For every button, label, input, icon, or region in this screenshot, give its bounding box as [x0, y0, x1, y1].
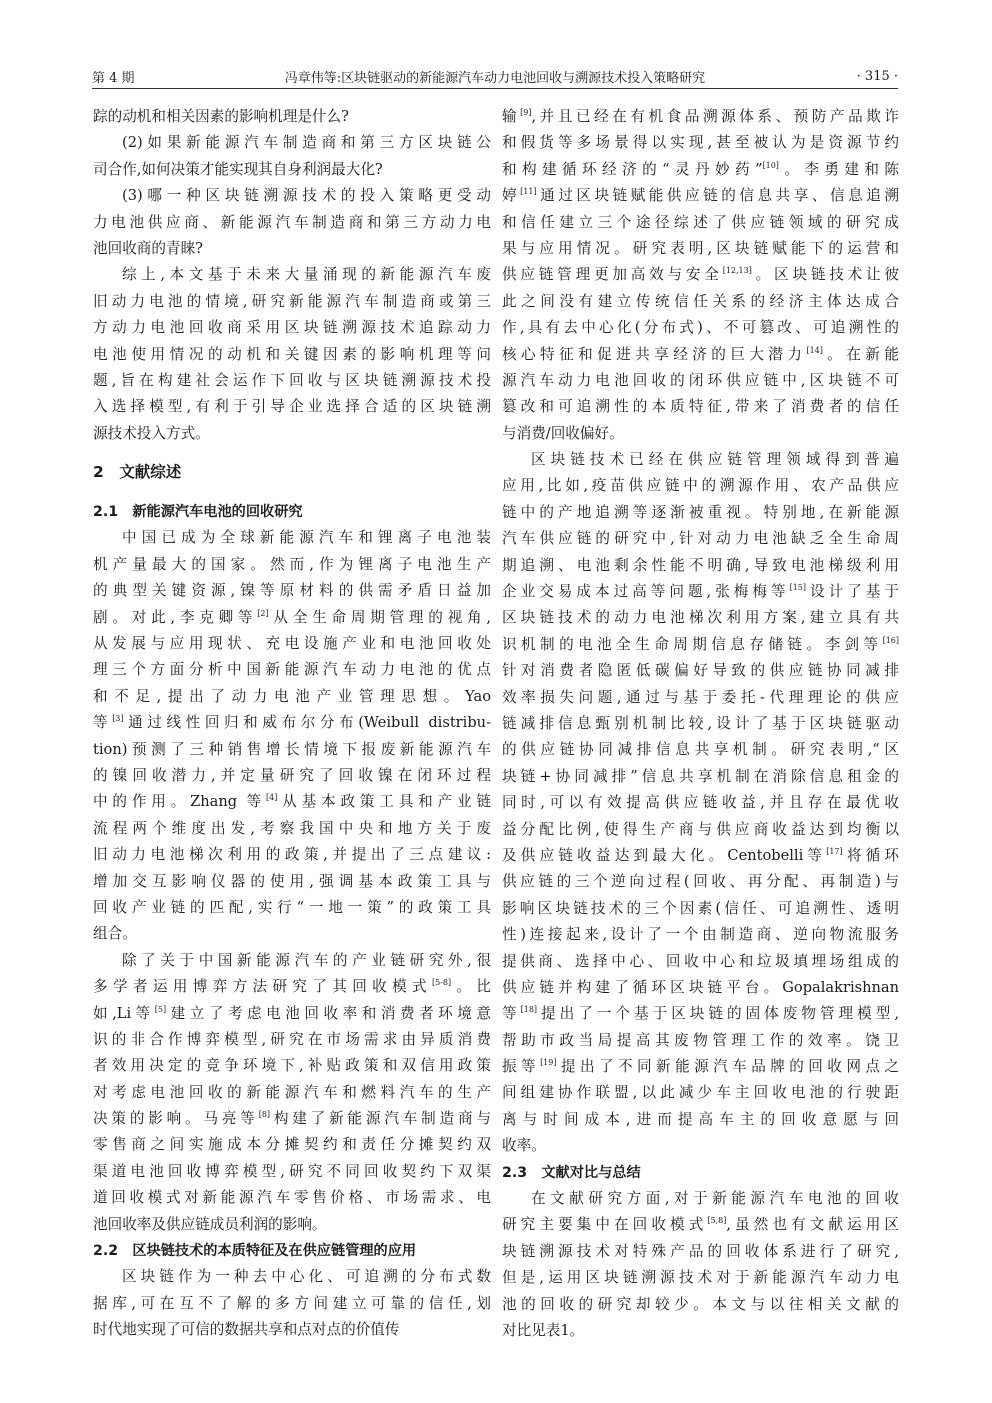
citation-ref[interactable]: [12,13] — [722, 266, 752, 276]
text-line: 收率。 — [502, 1137, 546, 1155]
text-line: 识机制的电池全生命周期信息存储链。李剑等[16] — [502, 635, 899, 653]
text-line: 区块链技术已经在供应链管理领域得到普遍 — [531, 451, 899, 469]
text-line: 增加交互影响仪器的使用,强调基本政策工具与 — [93, 872, 491, 890]
text-line: 的典型关键资源,镍等原材料的供需矛盾日益加 — [93, 582, 491, 600]
text-line: 据库,可在互不了解的多方间建立可靠的信任,划 — [93, 1294, 491, 1312]
text-line: 间组建协作联盟,以此减少车主回收电池的行驶距 — [502, 1084, 899, 1102]
text-line: 在文献研究方面,对于新能源汽车电池的回收 — [531, 1190, 899, 1208]
text-line: 的镍回收潜力,并定量研究了回收镍在闭环过程 — [93, 766, 491, 784]
text-line: 区块链作为一种去中心化、可追溯的分布式数 — [122, 1268, 491, 1286]
paragraph — [93, 525, 491, 947]
paragraph — [502, 447, 899, 1160]
text-line: 中的作用。Zhang 等[4]从基本政策工具和产业链 — [93, 793, 491, 811]
text-line: 中国已成为全球新能源汽车和锂离子电池装 — [122, 529, 491, 547]
text-line: 和假货等多场景得以实现,甚至被认为是资源节约 — [502, 134, 899, 152]
text-line: 识的非合作博弈模型,研究在市场需求由异质消费 — [93, 1030, 491, 1048]
text-line: 篡改和可追溯性的本质特征,带来了消费者的信任 — [502, 398, 899, 416]
text-line: 除了关于中国新能源汽车的产业链研究外,很 — [122, 951, 491, 969]
text-line: 研究主要集中在回收模式[5,8],虽然也有文献运用区 — [502, 1216, 899, 1234]
left-column — [93, 104, 491, 1344]
citation-ref[interactable]: [17] — [826, 846, 843, 856]
text-line: 池的回收的研究却较少。本文与以往相关文献的 — [502, 1295, 899, 1313]
text-line: 块链溯源技术对特殊产品的回收体系进行了研究, — [502, 1242, 899, 1260]
text-line: 益分配比例,使得生产商与供应商收益达到均衡以 — [502, 820, 899, 838]
text-line: 输[9],并且已经在有机食品溯源体系、预防产品欺诈 — [502, 108, 899, 125]
subsection-heading: 2.2 区块链技术的本质特征及在供应链管理的应用 — [93, 1243, 417, 1260]
citation-ref[interactable]: [19] — [540, 1058, 557, 1068]
paragraph — [93, 183, 491, 262]
text-line: 理三个方面分析中国新能源汽车动力电池的优点 — [93, 661, 491, 679]
text-line: 零售商之间实施成本分摊契约和责任分摊契约双 — [93, 1136, 491, 1154]
text-line: 和信任建立三个途径综述了供应链领域的研究成 — [502, 213, 899, 231]
text-line: (2)如果新能源汽车制造商和第三方区块链公 — [122, 134, 491, 152]
text-line: 提供商、选择中心、回收中心和垃圾填埋场组成的 — [502, 952, 899, 970]
text-line: 方动力电池回收商采用区块链溯源技术追踪动力 — [93, 319, 491, 337]
text-line: (3)哪一种区块链溯源技术的投入策略更受动 — [122, 187, 491, 205]
text-line: 应用,比如,疫苗供应链中的溯源作用、农产品供应 — [502, 477, 899, 495]
text-line: 链减排信息甄别机制比较,设计了基于区块链驱动 — [502, 714, 899, 732]
text-line: 影响区块链技术的三个因素(信任、可追溯性、透明 — [502, 899, 899, 917]
text-line: 如,Li等[5]建立了考虑电池回收率和消费者环境意 — [93, 1004, 491, 1022]
running-title: 冯章伟等:区块链驱动的新能源汽车动力电池回收与溯源技术投入策略研究 — [284, 70, 706, 86]
text-line: 区块链技术的动力电池梯次利用方案,建立具有共 — [502, 609, 899, 627]
text-line: 电池使用情况的动机和关键因素的影响机理等问 — [93, 345, 491, 363]
citation-ref[interactable]: [18] — [520, 1005, 538, 1015]
text-line: 供应链并构建了循环区块链平台。Gopalakrishnan — [502, 978, 899, 996]
text-line: 供应链的三个逆向过程(回收、再分配、再制造)与 — [502, 873, 899, 891]
text-line: 帮助市政当局提高其废物管理工作的效率。饶卫 — [502, 1031, 899, 1049]
citation-ref[interactable]: [14] — [806, 345, 823, 355]
citation-ref[interactable]: [5-8] — [431, 978, 452, 988]
citation-ref[interactable]: [5,8] — [707, 1216, 727, 1226]
text-line: 核心特征和促进共享经济的巨大潜力[14]。在新能 — [502, 345, 899, 363]
text-line: 道回收模式对新能源汽车零售价格、市场需求、电 — [93, 1189, 491, 1207]
citation-ref[interactable]: [8] — [258, 1110, 271, 1120]
text-line: 和不足,提出了动力电池产业管理思想。Yao — [93, 687, 491, 705]
text-line: 渠道电池回收博弈模型,研究不同回收契约下双渠 — [93, 1162, 491, 1180]
text-line: 旧动力电池梯次利用的政策,并提出了三点建议: — [93, 846, 491, 864]
paragraph — [93, 1264, 491, 1343]
text-line: 旧动力电池的情境,研究新能源汽车制造商或第三 — [93, 292, 491, 310]
citation-ref[interactable]: [15] — [789, 583, 807, 593]
text-line: 果与应用情况。研究表明,区块链赋能下的运营和 — [502, 239, 899, 257]
text-line: 源技术投入方式。 — [93, 424, 210, 442]
text-line: 时代地实现了可信的数据共享和点对点的价值传 — [93, 1321, 400, 1339]
text-line: 汽车供应链的研究中,针对动力电池缺乏全生命周 — [502, 530, 899, 548]
text-line: 与消费/回收偏好。 — [502, 424, 624, 442]
text-line: 期追溯、电池剩余性能不明确,导致电池梯级利用 — [502, 556, 899, 574]
text-line: 但是,运用区块链溯源技术对于新能源汽车动力电 — [502, 1269, 899, 1287]
citation-ref[interactable]: [3] — [112, 714, 124, 724]
paragraph — [502, 104, 899, 447]
citation-ref[interactable]: [10] — [762, 160, 779, 170]
text-line: 者效用决定的竞争环境下,补贴政策和双信用政策 — [93, 1057, 491, 1075]
text-line: 池回收率及供应链成员利润的影响。 — [93, 1215, 327, 1233]
text-line: 作,具有去中心化(分布式)、不可篡改、可追溯性的 — [502, 319, 899, 337]
running-header — [92, 64, 898, 89]
page-number: · 315 · — [856, 68, 898, 84]
text-line: 离与时间成本,进而提高车主的回收意愿与回 — [502, 1110, 899, 1128]
text-line: 针对消费者隐匿低碳偏好导致的供应链协同减排 — [502, 662, 899, 680]
text-line: 及供应链收益达到最大化。Centobelli等[17]将循环 — [502, 846, 899, 864]
text-line: 力电池供应商、新能源汽车制造商和第三方动力电 — [93, 213, 491, 231]
text-line: 机产量最大的国家。然而,作为锂离子电池生产 — [93, 555, 491, 573]
paragraph — [502, 1186, 899, 1344]
text-line: 等[3]通过线性回归和威布尔分布(Weibull distribu- — [93, 714, 491, 732]
text-line: 性)连接起来,设计了一个由制造商、逆向物流服务 — [502, 926, 899, 944]
text-line: 振等[19]提出了不同新能源汽车品牌的回收网点之 — [502, 1058, 899, 1076]
subsection-heading: 2.3 文献对比与总结 — [502, 1164, 641, 1181]
citation-ref[interactable]: [5] — [154, 1004, 167, 1014]
text-line: 效率损失问题,通过与基于委托-代理理论的供应 — [502, 688, 899, 706]
text-line: 块链+协同减排”信息共享机制在消除信息租金的 — [502, 767, 899, 785]
citation-ref[interactable]: [9] — [520, 108, 532, 117]
text-line: 此之间没有建立传统信任关系的经济主体达成合 — [502, 292, 899, 310]
text-line: 入选择模型,有利于引导企业选择合适的区块链溯 — [93, 398, 491, 416]
text-line: 流程两个维度出发,考察我国中央和地方关于废 — [93, 819, 491, 837]
text-line: 司合作,如何决策才能实现其自身利润最大化? — [93, 160, 383, 178]
paragraph — [93, 262, 491, 447]
citation-ref[interactable]: [16] — [882, 635, 899, 645]
citation-ref[interactable]: [2] — [257, 608, 269, 618]
text-line: 供应链管理更加高效与安全[12,13]。区块链技术让彼 — [502, 266, 899, 284]
subsection-heading: 2.1 新能源汽车电池的回收研究 — [93, 504, 303, 521]
text-line: 剧。对此,李克卿等[2]从全生命周期管理的视角, — [93, 608, 492, 626]
text-line: 和构建循环经济的“灵丹妙药”[10]。李勇建和陈 — [502, 160, 899, 178]
text-line: 对比见表1。 — [502, 1321, 585, 1339]
text-line: 同时,可以有效提高供应链收益,并且存在最优收 — [502, 794, 899, 812]
text-line: 池回收商的青睐? — [93, 239, 203, 257]
text-line: 决策的影响。马亮等[8]构建了新能源汽车制造商与 — [93, 1110, 491, 1128]
citation-ref[interactable]: [11] — [520, 187, 537, 197]
paragraph — [93, 104, 491, 130]
text-line: 题,旨在构建社会运作下回收与区块链溯源技术投 — [93, 371, 491, 389]
section-heading: 2 文献综述 — [93, 463, 182, 482]
paragraph — [93, 130, 491, 183]
text-line: 企业交易成本过高等问题,张梅梅等[15]设计了基于 — [502, 583, 899, 601]
paragraph — [93, 948, 491, 1238]
text-line: 回收产业链的匹配,实行“一地一策”的政策工具 — [93, 898, 491, 916]
text-line: 综上,本文基于未来大量涌现的新能源汽车废 — [122, 266, 491, 284]
text-line: 组合。 — [93, 925, 137, 943]
text-line: 的供应链协同减排信息共享机制。研究表明,“区 — [502, 741, 899, 759]
text-line: 对考虑电池回收的新能源汽车和燃料汽车的生产 — [93, 1083, 491, 1101]
text-line: 链中的产地追溯等逐渐被重视。特别地,在新能源 — [502, 503, 899, 521]
citation-ref[interactable]: [4] — [266, 793, 278, 803]
issue-number: 第 4 期 — [92, 70, 135, 86]
text-line: 婷[11]通过区块链赋能供应链的信息共享、信息追溯 — [502, 187, 899, 205]
text-line: tion)预测了三种销售增长情境下报废新能源汽车 — [93, 740, 491, 758]
text-line: 源汽车动力电池回收的闭环供应链中,区块链不可 — [502, 371, 899, 389]
text-line: 等[18]提出了一个基于区块链的固体废物管理模型, — [502, 1005, 899, 1023]
text-line: 多学者运用博弈方法研究了其回收模式[5-8]。比 — [93, 978, 491, 996]
text-line: 踪的动机和相关因素的影响机理是什么? — [93, 108, 349, 125]
right-column — [502, 104, 899, 1344]
text-line: 从发展与应用现状、充电设施产业和电池回收处 — [93, 635, 491, 653]
